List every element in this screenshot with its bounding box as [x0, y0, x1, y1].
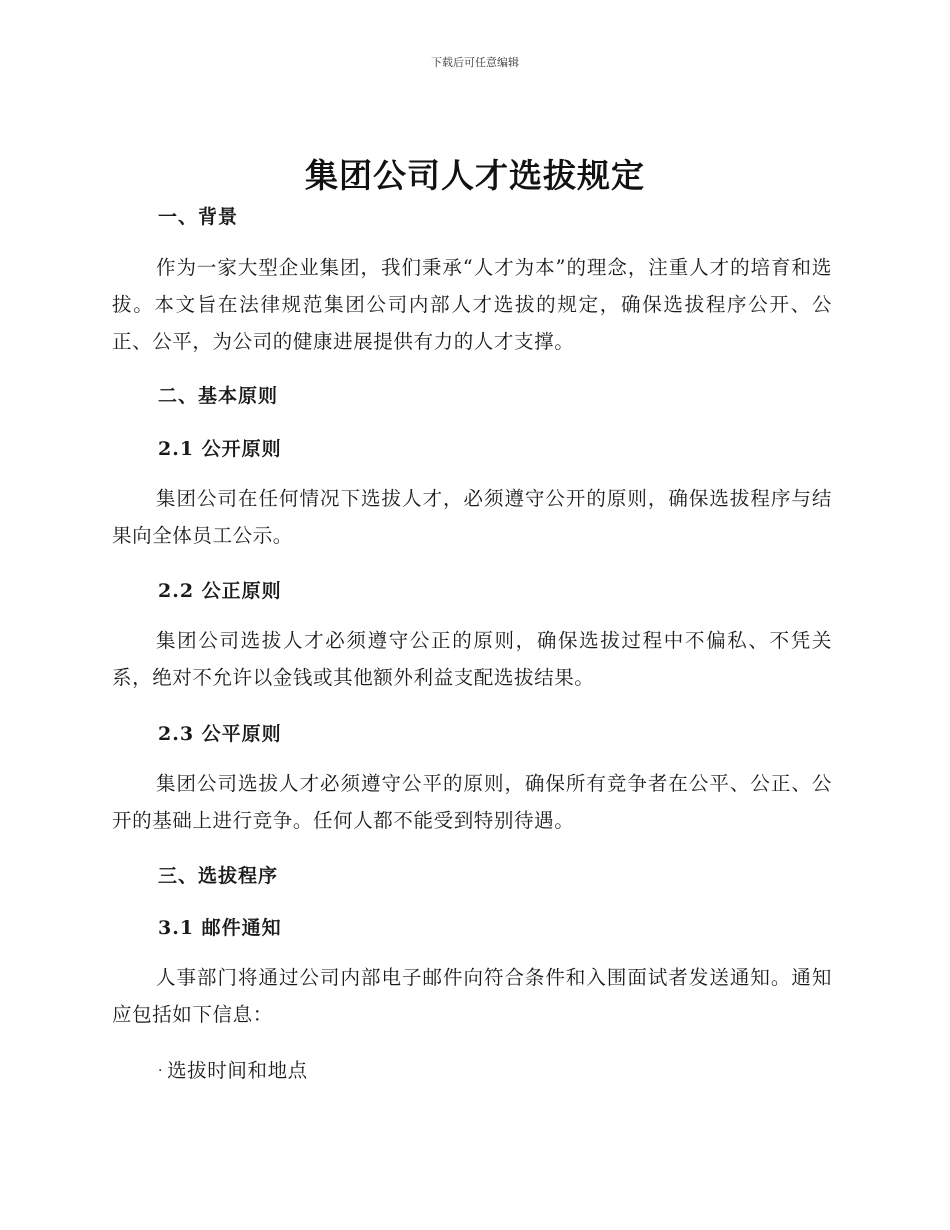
paragraph-background: 作为一家大型企业集团，我们秉承“人才为本”的理念，注重人才的培育和选拔。本文旨在法律规范集团公司内部人才选拔的规定，确保选拔程序公开、公正、公平，为公司的健康进展提供有力的人才支撑。	[112, 256, 832, 353]
document-title: 集团公司人才选拔规定	[305, 156, 645, 195]
subheading-open-principle: 2.1 公开原则	[158, 438, 282, 460]
subheading-email-notice: 3.1 邮件通知	[158, 917, 282, 939]
bullet-marker: ·	[158, 1063, 164, 1079]
subheading-fair-principle: 2.3 公平原则	[158, 723, 282, 745]
section-heading-principles: 二、基本原则	[158, 385, 279, 407]
paragraph-fair-principle: 集团公司选拔人才必须遵守公平的原则，确保所有竞争者在公平、公正、公开的基础上进行竞争。任何人都不能受到特别待遇。	[112, 772, 832, 832]
list-item-text: 选拔时间和地点	[167, 1059, 308, 1082]
subheading-just-principle: 2.2 公正原则	[158, 580, 282, 602]
section-heading-procedure: 三、选拔程序	[158, 865, 279, 887]
section-heading-background: 一、背景	[158, 206, 239, 228]
paragraph-open-principle: 集团公司在任何情况下选拔人才，必须遵守公开的原则，确保选拔程序与结果向全体员工公示。	[112, 487, 832, 547]
paragraph-email-notice: 人事部门将通过公司内部电子邮件向符合条件和入围面试者发送通知。通知应包括如下信息：	[112, 966, 832, 1026]
page-header-note: 下载后可任意编辑	[431, 56, 519, 69]
paragraph-just-principle: 集团公司选拔人才必须遵守公正的原则，确保选拔过程中不偏私、不凭关系，绝对不允许以金钱或其他额外利益支配选拔结果。	[112, 629, 832, 689]
list-item	[158, 1055, 878, 1083]
